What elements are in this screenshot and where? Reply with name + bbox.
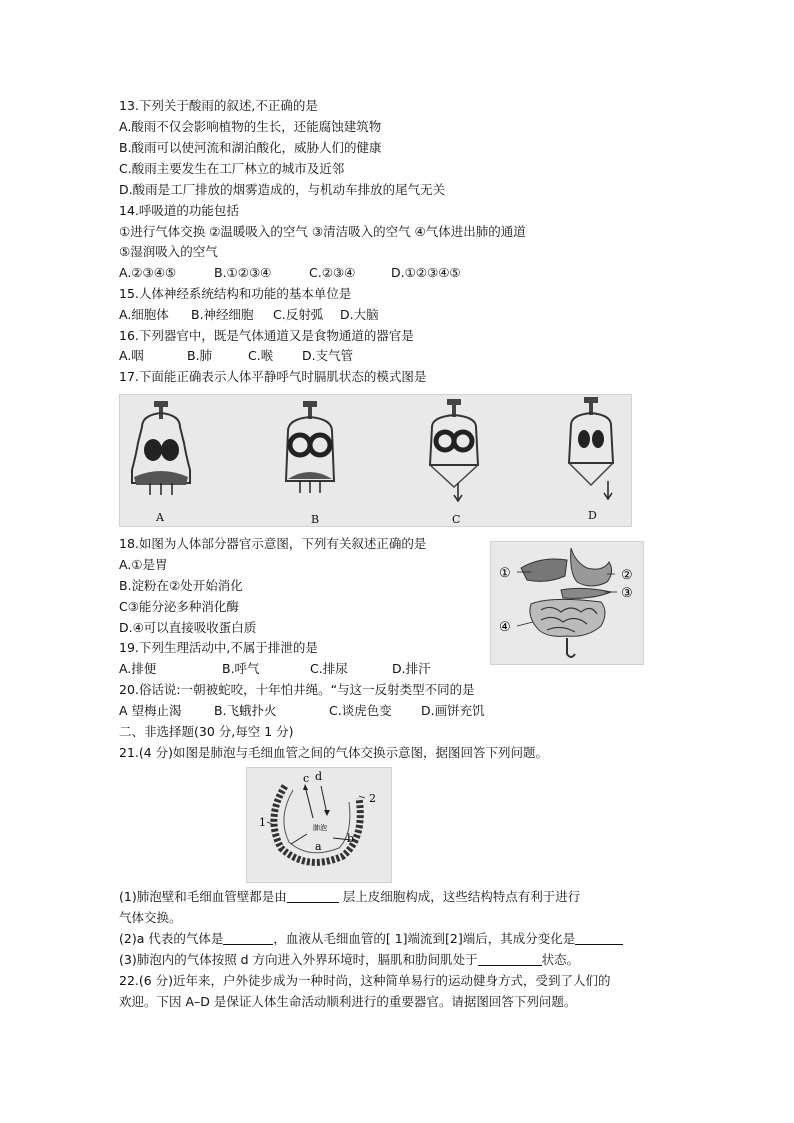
q14-options — [119, 265, 461, 281]
q20-option-c: C.谈虎色变 — [329, 703, 392, 718]
q21-p1-text-a: (1)肺泡壁和毛细血管壁都是由 — [119, 889, 287, 904]
q14-option-b: B.①②③④ — [214, 265, 272, 280]
q13-option-b: B.酸雨可以使河流和湖泊酸化，威胁人们的健康 — [119, 140, 382, 155]
q20-options — [119, 703, 485, 719]
q15-stem: 15.人体神经系统结构和功能的基本单位是 — [119, 286, 352, 301]
organ-marker-4: ④ — [499, 620, 511, 635]
q15-option-b: B.神经细胞 — [191, 307, 254, 322]
q15-option-c: C.反射弧 — [273, 307, 324, 322]
q16-option-d: D.支气管 — [302, 348, 354, 363]
q14-stem: 14.呼吸道的功能包括 — [119, 203, 239, 218]
q18-option-b: B.淀粉在②处开始消化 — [119, 578, 243, 593]
q14-items-line1: ①进行气体交换 ②温暖吸入的空气 ③清洁吸入的空气 ④气体进出肺的通道 — [119, 224, 526, 239]
q15-options — [119, 307, 379, 323]
q19-option-a: A.排便 — [119, 661, 157, 676]
q16-stem: 16.下列器官中，既是气体通道又是食物通道的器官是 — [119, 328, 414, 343]
fig-label-b: b — [347, 832, 355, 845]
q18-option-a: A.①是胃 — [119, 557, 168, 572]
q14-option-a: A.②③④⑤ — [119, 265, 177, 280]
q22-line1: 22.(6 分)近年来，户外徒步成为一种时尚，这种简单易行的运动健身方式，受到了人们的 — [119, 973, 611, 988]
q21-part3 — [119, 952, 579, 968]
organ-marker-2: ② — [621, 568, 633, 583]
bell-jar-model-b — [286, 401, 334, 493]
organ-marker-3: ③ — [621, 586, 633, 601]
diaphragm-models-figure — [119, 394, 632, 527]
q19-option-b: B.呼气 — [222, 661, 260, 676]
alveolus-capillary-figure — [246, 767, 392, 883]
q13-option-a: A.酸雨不仅会影响植物的生长，还能腐蚀建筑物 — [119, 119, 382, 134]
bell-jar-model-a — [132, 401, 190, 495]
q19-option-c: C.排尿 — [310, 661, 348, 676]
q14-items-line2: ⑤湿润吸入的空气 — [119, 244, 218, 259]
bell-jar-model-c — [430, 399, 478, 501]
digestive-organs-figure — [490, 541, 644, 665]
organ-marker-1: ① — [499, 566, 511, 581]
q21-p3-text-a: (3)肺泡内的气体按照 d 方向进入外界环境时，膈肌和肋间肌处于 — [119, 952, 478, 967]
alveolus-capillary-svg — [247, 768, 391, 882]
q20-stem: 20.俗话说:一朝被蛇咬，十年怕井绳。“与这一反射类型不同的是 — [119, 682, 475, 697]
q21-part2 — [119, 931, 623, 947]
q21-blank-3[interactable] — [575, 932, 623, 945]
q16-option-b: B.肺 — [187, 348, 213, 363]
q21-stem: 21.(4 分)如图是肺泡与毛细血管之间的气体交换示意图，据图回答下列问题。 — [119, 745, 549, 760]
q21-part1 — [119, 889, 580, 905]
q21-p2-text-a: (2)a 代表的气体是 — [119, 931, 224, 946]
q20-option-b: B.飞蛾扑火 — [214, 703, 277, 718]
q20-option-a: A 望梅止渴 — [119, 703, 182, 718]
q21-p1-text-b: 层上皮细胞构成，这些结构特点有利于进行 — [338, 889, 581, 904]
q13-stem: 13.下列关于酸雨的叙述,不正确的是 — [119, 98, 318, 113]
q16-option-a: A.咽 — [119, 348, 144, 363]
q17-stem: 17.下面能正确表示人体平静呼气时膈肌状态的模式图是 — [119, 369, 427, 384]
fig-label-alveolus: 肺泡 — [313, 824, 327, 832]
fig-label-2: 2 — [369, 792, 376, 805]
q18-option-c: C③能分泌多种消化酶 — [119, 599, 239, 614]
q19-options — [119, 661, 431, 677]
q21-blank-2[interactable] — [223, 932, 273, 945]
q21-blank-1[interactable] — [287, 890, 339, 903]
model-label-d: D — [588, 509, 597, 522]
model-label-b: B — [311, 513, 320, 526]
q16-options — [119, 348, 353, 364]
q21-part1-cont: 气体交换。 — [119, 910, 182, 925]
q22-line2: 欢迎。下因 A–D 是保证人体生命活动顺利进行的重要器官。请据图回答下列问题。 — [119, 994, 577, 1009]
fig-label-1: 1 — [259, 816, 266, 829]
fig-label-a: a — [315, 840, 322, 853]
q15-option-d: D.大脑 — [340, 307, 379, 322]
q21-p3-text-b: 状态。 — [541, 952, 580, 967]
fig-label-c: c — [303, 772, 310, 785]
q20-option-d: D.画饼充饥 — [421, 703, 485, 718]
model-label-a: A — [156, 511, 164, 524]
bell-jar-model-d — [569, 397, 613, 499]
diaphragm-models-svg — [120, 395, 631, 526]
q18-stem: 18.如图为人体部分器官示意图，下列有关叙述正确的是 — [119, 536, 427, 551]
fig-label-d: d — [315, 770, 323, 783]
q16-option-c: C.喉 — [248, 348, 274, 363]
q18-option-d: D.④可以直接吸收蛋白质 — [119, 620, 257, 635]
q14-option-d: D.①②③④⑤ — [391, 265, 461, 280]
q21-blank-4[interactable] — [478, 953, 542, 966]
q21-p2-text-b: ，血液从毛细血管的[ 1]端流到[2]端后，其成分变化是 — [273, 931, 576, 946]
section-2-heading: 二、非选择题(30 分,每空 1 分) — [119, 724, 294, 739]
q15-option-a: A.细胞体 — [119, 307, 169, 322]
digestive-organs-svg — [491, 542, 643, 664]
q19-option-d: D.排汗 — [392, 661, 431, 676]
model-label-c: C — [452, 513, 461, 526]
q19-stem: 19.下列生理活动中,不属于排泄的是 — [119, 640, 318, 655]
q13-option-d: D.酸雨是工厂排放的烟雾造成的，与机动车排放的尾气无关 — [119, 182, 446, 197]
q14-option-c: C.②③④ — [309, 265, 356, 280]
q13-option-c: C.酸雨主要发生在工厂林立的城市及近邻 — [119, 161, 345, 176]
